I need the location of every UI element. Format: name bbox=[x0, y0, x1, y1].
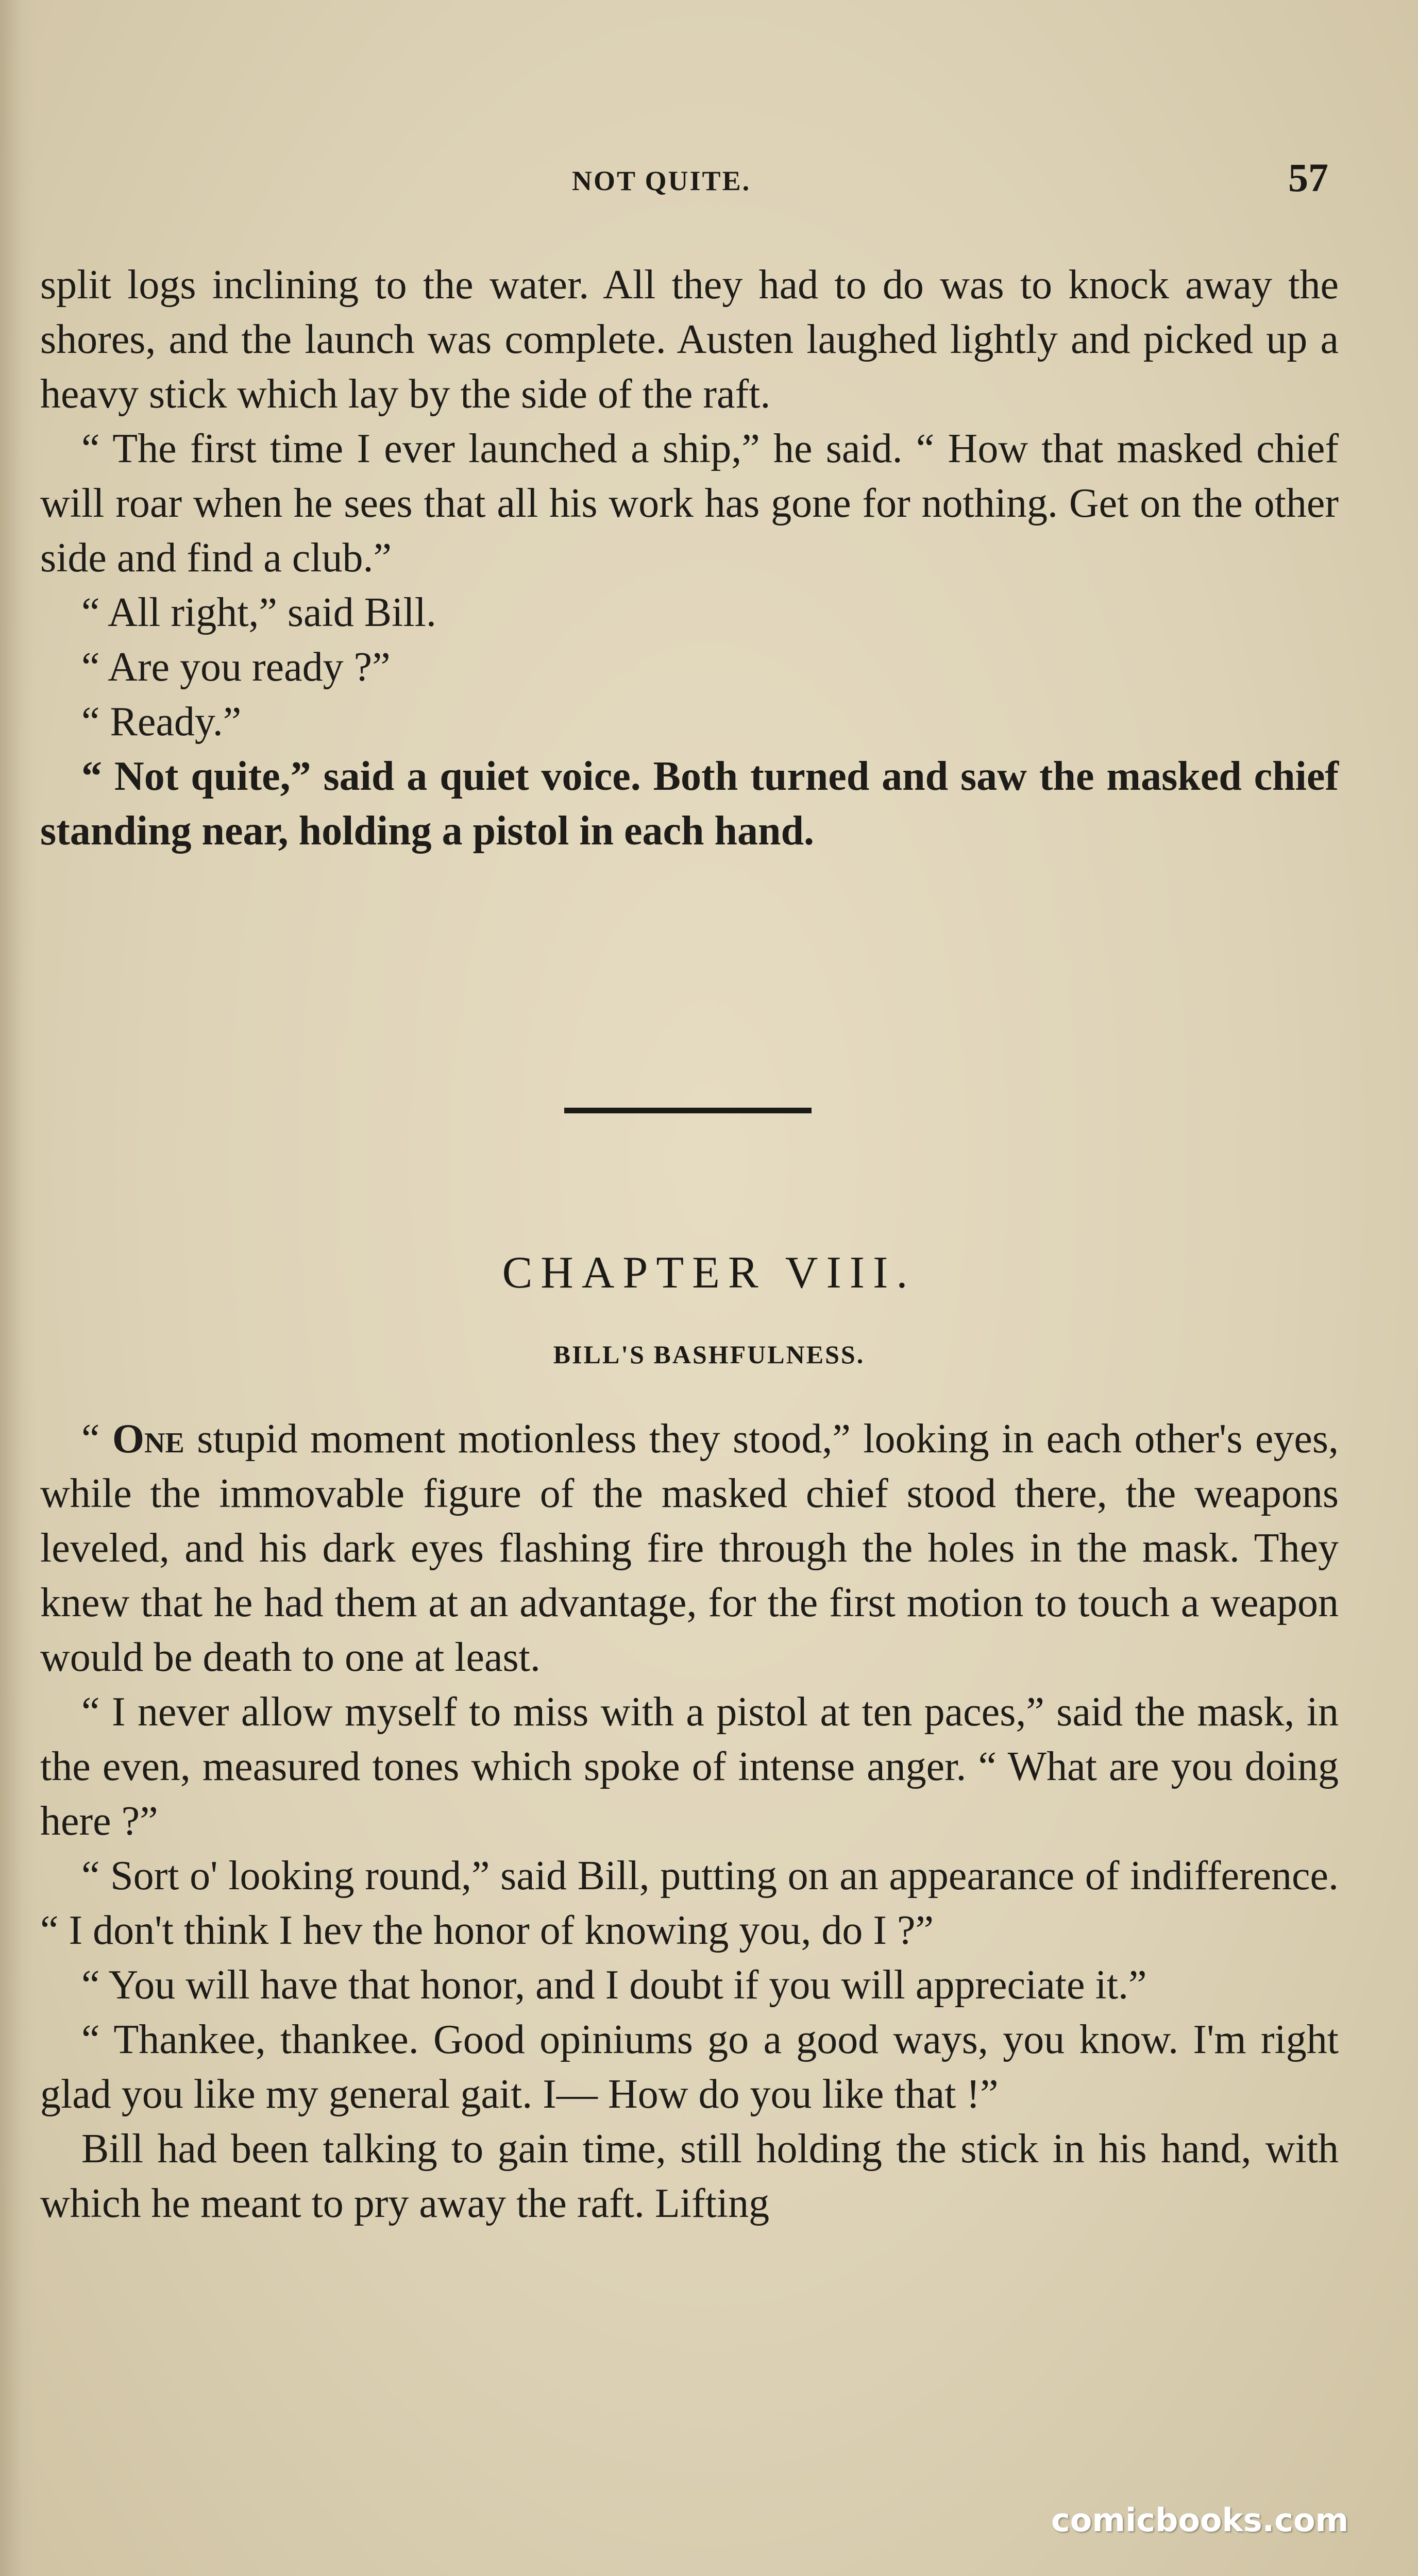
paragraph: “ Not quite,” said a quiet voice. Both turned and saw the masked chief standing near, holding a pistol in each hand. bbox=[40, 754, 1339, 854]
paragraph: “ All right,” said Bill. bbox=[81, 590, 436, 635]
page-number: 57 bbox=[1288, 155, 1328, 200]
chapter-opening-word: One bbox=[112, 1416, 184, 1462]
paragraph: “ You will have that honor, and I doubt if you will appreciate it.” bbox=[81, 1962, 1147, 2008]
section-divider-rule bbox=[564, 1108, 812, 1113]
paragraph: “ I never allow myself to miss with a pistol at ten paces,” said the mask, in the even, measured tones which spoke of intense anger. “ What are you doing here ?” bbox=[40, 1689, 1339, 1844]
paragraph: “ Ready.” bbox=[81, 699, 242, 744]
text-block-chapter-body bbox=[40, 1412, 1339, 2231]
watermark: comicbooks.com bbox=[1051, 2501, 1349, 2539]
text-block-before-chapter bbox=[40, 258, 1339, 858]
chapter-title: CHAPTER VIII. bbox=[502, 1248, 916, 1298]
running-head bbox=[0, 155, 1418, 211]
chapter-subtitle: BILL'S BASHFULNESS. bbox=[553, 1340, 865, 1369]
paragraph: “ Thankee, thankee. Good opiniums go a good ways, you know. I'm right glad you like my general gait. I— How do you like that !” bbox=[40, 2017, 1339, 2117]
paragraph: “ Sort o' looking round,” said Bill, putting on an appearance of indifference. “ I don't think I hev the honor of knowing you, do I ?” bbox=[40, 1853, 1339, 1953]
paragraph: split logs inclining to the water. All they had to do was to knock away the shores, and the launch was complete. Austen laughed lightly and picked up a heavy stick which lay by the side of the raft. bbox=[40, 262, 1339, 417]
paragraph bbox=[40, 1412, 1339, 1685]
paragraph: “ Are you ready ?” bbox=[81, 645, 391, 690]
running-title: NOT QUITE. bbox=[572, 165, 751, 196]
paragraph: Bill had been talking to gain time, still holding the stick in his hand, with which he meant to pry away the raft. Lifting bbox=[40, 2126, 1339, 2226]
opening-paragraph-text: stupid moment motionless they stood,” looking in each other's eyes, while the immovable figure of the masked chief stood there, the weapons leveled, and his dark eyes flashing fire through the holes in the mask. They knew that he had them at an advantage, for the first motion to touch a weapon would be death to one at least. bbox=[40, 1416, 1339, 1680]
paragraph: “ The first time I ever launched a ship,” he said. “ How that masked chief will roar when he sees that all his work has gone for nothing. Get on the other side and find a club.” bbox=[40, 426, 1339, 581]
opening-quote: “ bbox=[81, 1416, 112, 1462]
